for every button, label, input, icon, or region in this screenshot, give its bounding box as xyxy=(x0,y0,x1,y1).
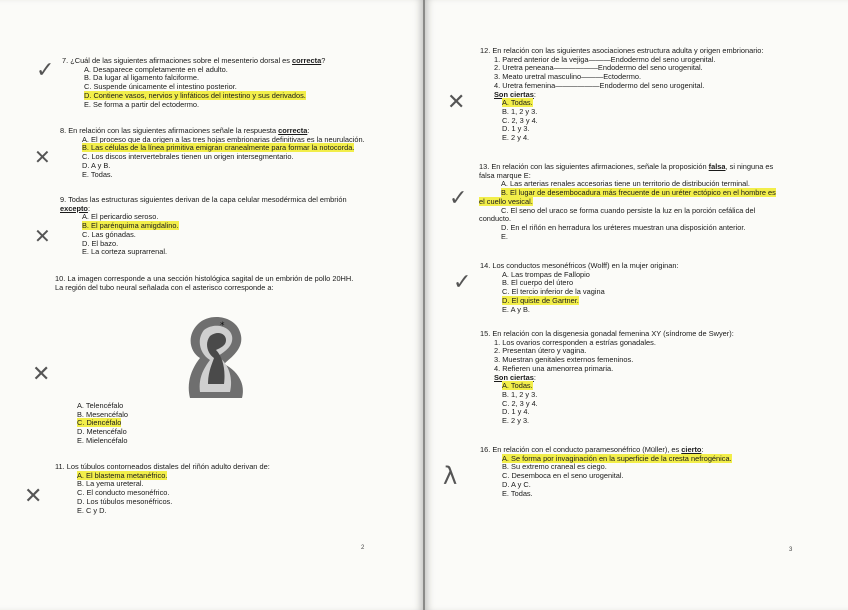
option-15b[interactable]: B. 1, 2 y 3. xyxy=(502,389,538,399)
option-16b[interactable]: B. Su extremo craneal es ciego. xyxy=(502,462,607,472)
question-9-stem: 9. Todas las estructuras siguientes derivan de la capa celular mesodérmica del embrión xyxy=(60,195,347,204)
question-7-stem-end: ? xyxy=(321,56,326,65)
option-12a[interactable]: A. Todas. xyxy=(502,98,533,108)
cross-mark-icon: ✕ xyxy=(24,484,43,509)
item-15-3: 3. Muestran genitales externos femeninos. xyxy=(494,355,634,365)
option-7a[interactable]: A. Desaparece completamente en el adulto. xyxy=(84,64,228,74)
option-12b[interactable]: B. 1, 2 y 3. xyxy=(502,106,538,116)
question-10-options xyxy=(77,402,128,446)
item-12-4: 4. Uretra femenina——————Endodermo del seno urogenital. xyxy=(494,80,705,90)
exam-page-3 xyxy=(425,0,848,610)
page-number: 2 xyxy=(361,545,365,551)
item-12-1: 1. Pared anterior de la vejiga———Endodermo del seno urogenital. xyxy=(494,54,716,64)
question-10-stem-line2: La región del tubo neural señalada con el asterisco corresponde a: xyxy=(55,282,274,292)
option-15a[interactable]: A. Todas. xyxy=(502,381,533,391)
option-11e[interactable]: E. C y D. xyxy=(77,505,107,515)
question-16-stem-end: : xyxy=(701,445,704,454)
question-16-key: cierto xyxy=(681,445,702,454)
option-8e[interactable]: E. Todas. xyxy=(82,169,113,179)
lambda-mark-icon: λ xyxy=(443,462,458,490)
cross-mark-icon: ✕ xyxy=(447,90,466,115)
option-7c[interactable]: C. Suspende únicamente el intestino posterior. xyxy=(84,82,237,92)
option-8c[interactable]: C. Los discos intervertebrales tienen un origen intersegmentario. xyxy=(82,152,294,162)
question-13-stem-line2: falsa marque E: xyxy=(479,170,531,180)
question-15-stem: 15. En relación con la disgenesia gonadal femenina XY (síndrome de Swyer): xyxy=(480,329,734,338)
option-11b[interactable]: B. La yema ureteral. xyxy=(77,479,144,489)
item-12-2: 2. Uretra peneana——————Endodermo del seno urogenital. xyxy=(494,63,703,73)
option-11a[interactable]: A. El blastema metanéfrico. xyxy=(77,470,168,480)
checkmark-icon: ✓ xyxy=(36,58,55,83)
question-12: 12. En relación con las siguientes asociaciones estructura adulta y origen embrionario: 1. Pared anterior de la vejiga———Endodermo del seno urogenital. 2. Uretra peneana——————Endodermo del seno urogenital. 3. Meato uretral masculino———Ectodermo. 4. Uretra femenina——————Endodermo del seno urogenital. Son ciertas: A. Todas. B. 1, 2 y 3. C. 2, 3 y 4. D. 1 y 3. E. 2 y 4. xyxy=(480,46,764,143)
question-8-stem-end: : xyxy=(307,126,310,135)
question-8-stem: 8. En relación con las siguientes afirmaciones señale la respuesta xyxy=(60,126,279,135)
option-13c[interactable]: C. El seno del uraco se forma cuando persiste la luz en la porción cefálica del xyxy=(501,205,756,215)
question-7-stem: 7. ¿Cuál de las siguientes afirmaciones sobre el mesenterio dorsal es xyxy=(62,56,293,65)
cross-mark-icon: ✕ xyxy=(32,362,51,387)
option-15e[interactable]: E. 2 y 3. xyxy=(502,416,530,426)
question-11-stem: 11. Los túbulos contorneados distales del riñón adulto derivan de: xyxy=(55,462,270,471)
question-14-stem: 14. Los conductos mesonéfricos (Wolff) en la mujer originan: xyxy=(480,261,679,270)
option-11d[interactable]: D. Los túbulos mesonéfricos. xyxy=(77,496,173,506)
option-14a[interactable]: A. Las trompas de Fallopio xyxy=(502,269,590,279)
question-7-key: correcta xyxy=(292,56,322,65)
exam-page-2 xyxy=(0,0,423,610)
option-9e[interactable]: E. La corteza suprarrenal. xyxy=(82,247,168,257)
cross-mark-icon: ✕ xyxy=(34,145,51,169)
question-12-label: Son ciertas xyxy=(494,89,534,99)
option-10e[interactable]: E. Mielencéfalo xyxy=(77,435,128,445)
item-15-4: 4. Refieren una amenorrea primaria. xyxy=(494,363,614,373)
checkmark-icon: ✓ xyxy=(449,186,468,211)
option-9c[interactable]: C. Las gónadas. xyxy=(82,229,136,239)
question-15: 15. En relación con la disgenesia gonadal femenina XY (síndrome de Swyer): 1. Los ovarios corresponden a estrías gonadales. 2. Presentan útero y vagina. 3. Muestran genitales externos femeninos. 4. Refieren una amenorrea primaria. Son ciertas: A. Todas. B. 1, 2 y 3. C. 2, 3 y 4. D. 1 y 4. E. 2 y 3. xyxy=(480,329,734,426)
svg-text:*: * xyxy=(220,321,225,331)
question-8-key: correcta xyxy=(278,126,308,135)
option-7d[interactable]: D. Contiene vasos, nervios y linfáticos del intestino y sus derivados. xyxy=(84,90,306,100)
option-11c[interactable]: C. El conducto mesonéfrico. xyxy=(77,488,170,498)
option-12d[interactable]: D. 1 y 3. xyxy=(502,124,530,134)
option-14b[interactable]: B. El cuerpo del útero xyxy=(502,278,574,288)
question-9-key: excepto xyxy=(60,203,88,213)
option-8b[interactable]: B. Las células de la línea primitiva emigran cranealmente para formar la notocorda. xyxy=(82,143,355,153)
option-13e[interactable]: E. xyxy=(501,231,508,241)
item-15-1: 1. Los ovarios corresponden a estrías gonadales. xyxy=(494,337,656,347)
option-13a[interactable]: A. Las arterias renales accesorias tiene un territorio de distribución terminal. xyxy=(501,179,750,189)
option-13b[interactable]: B. El lugar de desembocadura más frecuente de un uréter ectópico en el hombre es xyxy=(501,188,776,198)
item-15-2: 2. Presentan útero y vagina. xyxy=(494,346,587,356)
option-13c-cont[interactable]: conducto. xyxy=(479,214,512,224)
question-16-stem: 16. En relación con el conducto paramesonéfrico (Müller), es xyxy=(480,445,682,454)
question-13-stem: 13. En relación con las siguientes afirmaciones, señale la proposición xyxy=(479,162,709,171)
option-14e[interactable]: E. A y B. xyxy=(502,304,530,314)
checkmark-icon: ✓ xyxy=(453,270,472,295)
cross-mark-icon: ✕ xyxy=(34,224,51,248)
question-16 xyxy=(480,446,732,498)
option-14d[interactable]: D. El quiste de Gartner. xyxy=(502,295,579,305)
option-10c[interactable]: C. Diencéfalo xyxy=(77,418,122,428)
option-16c[interactable]: C. Desemboca en el seno urogenital. xyxy=(502,471,624,481)
option-10a[interactable]: A. Telencéfalo xyxy=(77,401,124,410)
question-13-stem-end: , si ninguna es xyxy=(725,162,774,171)
option-13d[interactable]: D. En el riñón en herradura los uréteres muestran una disposición anterior. xyxy=(501,222,746,232)
question-10 xyxy=(55,275,353,292)
option-9a[interactable]: A. El pericardio seroso. xyxy=(82,212,159,222)
item-12-3: 3. Meato uretral masculino———Ectodermo. xyxy=(494,72,642,82)
embryo-section-image xyxy=(180,312,252,402)
option-7e[interactable]: E. Se forma a partir del ectodermo. xyxy=(84,99,200,109)
option-15d[interactable]: D. 1 y 4. xyxy=(502,407,530,417)
page-number: 3 xyxy=(789,547,793,553)
question-11 xyxy=(55,463,270,515)
option-9d[interactable]: D. El bazo. xyxy=(82,238,119,248)
option-10b[interactable]: B. Mesencéfalo xyxy=(77,409,128,419)
option-12c[interactable]: C. 2, 3 y 4. xyxy=(502,115,538,125)
question-9-stem-end: : xyxy=(87,203,90,213)
question-13-key: falsa xyxy=(708,162,726,171)
option-16a[interactable]: A. Se forma por invaginación en la superficie de la cresta nefrogénica. xyxy=(502,453,732,463)
option-16e[interactable]: E. Todas. xyxy=(502,488,533,498)
option-9b[interactable]: B. El parénquima amigdalino. xyxy=(82,221,179,231)
option-8d[interactable]: D. A y B. xyxy=(82,160,111,170)
question-7 xyxy=(62,57,325,109)
question-14 xyxy=(480,262,679,314)
option-10d[interactable]: D. Metencéfalo xyxy=(77,427,127,437)
question-13 xyxy=(479,163,776,241)
option-16d[interactable]: D. A y C. xyxy=(502,479,531,489)
option-14c[interactable]: C. El tercio inferior de la vagina xyxy=(502,287,605,297)
option-12e[interactable]: E. 2 y 4. xyxy=(502,133,530,143)
question-8 xyxy=(60,127,365,179)
option-15c[interactable]: C. 2, 3 y 4. xyxy=(502,398,538,408)
question-10-stem-line1: 10. La imagen corresponde a una sección histológica sagital de un embrión de pollo 20HH. xyxy=(55,274,354,283)
question-9 xyxy=(60,196,347,257)
option-7b[interactable]: B. Da lugar al ligamento falciforme. xyxy=(84,73,200,83)
question-15-label: Son ciertas xyxy=(494,372,534,382)
question-12-stem: 12. En relación con las siguientes asociaciones estructura adulta y origen embrionario: xyxy=(480,46,764,55)
option-13b-cont[interactable]: el cuello vesical. xyxy=(479,196,533,206)
option-8a[interactable]: A. El proceso que da origen a las tres hojas embrionarias definitivas es la neurulación. xyxy=(82,134,365,144)
